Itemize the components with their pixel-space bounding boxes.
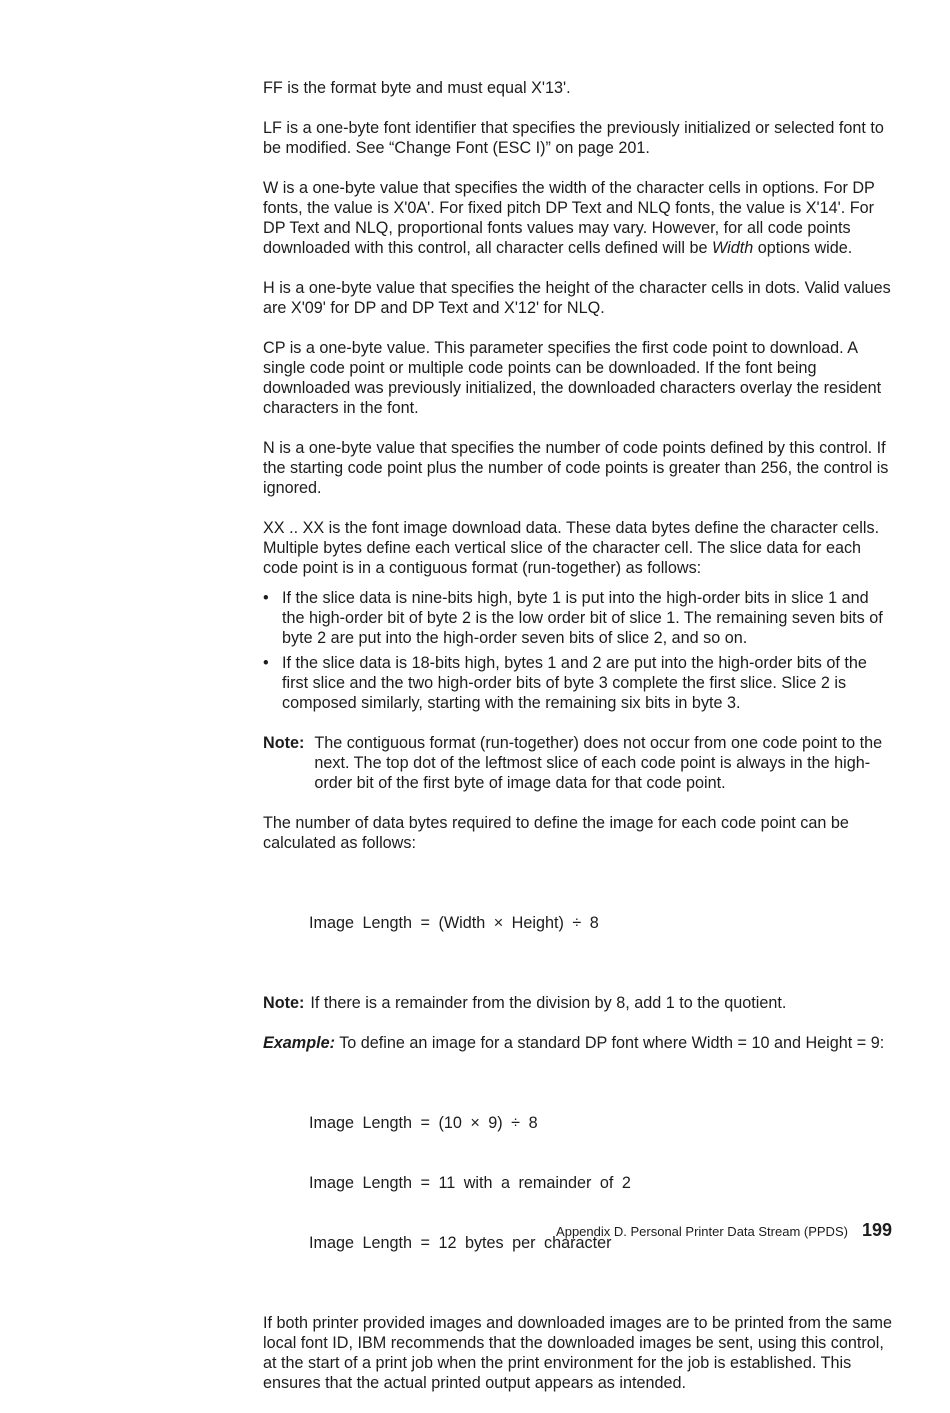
lf-paragraph: LF is a one-byte font identifier that specifies the previously initialized or selected font to be modified. See “Change Font (ESC I)” on page 201. — [263, 119, 884, 157]
list-item: • If the slice data is 18-bits high, bytes 1 and 2 are put into the high-order bits of the first slice and the two high-order bits of byte 3 complete the first slice. Slice 2 is composed similarly, starting with the remaining six bits in byte 3. — [263, 654, 867, 712]
cp-paragraph: CP is a one-byte value. This parameter specifies the first code point to download. A single code point or multiple code points can be downloaded. If the font being downloaded was previously initialized, the downloaded characters overlay the resident characters in the font. — [263, 339, 882, 417]
page-number: 199 — [861, 1220, 892, 1240]
example-label: Example: — [263, 1034, 335, 1052]
n-paragraph: N is a one-byte value that specifies the number of code points defined by this control. If the starting code point plus the number of code points is greater than 256, the control is ignored. — [263, 439, 889, 497]
h-paragraph: H is a one-byte value that specifies the height of the character cells in dots. Valid values are X'09' for DP and DP Text and X'12' for NLQ. — [263, 279, 891, 317]
note-contiguous — [263, 733, 895, 793]
calc-line: Image Length = 11 with a remainder of 2 — [309, 1174, 631, 1192]
note-remainder — [263, 993, 895, 1013]
bullet-icon: • — [263, 654, 269, 672]
calc-line: Image Length = (10 × 9) ÷ 8 — [309, 1114, 538, 1132]
example-calculation — [309, 1073, 895, 1293]
note-text: If there is a remainder from the division by 8, add 1 to the quotient. — [310, 994, 787, 1012]
example-text: To define an image for a standard DP font where Width = 10 and Height = 9: — [334, 1034, 885, 1052]
page-footer — [556, 1220, 892, 1242]
w-paragraph — [263, 178, 895, 258]
document-body — [263, 78, 895, 1413]
footer-title: Appendix D. Personal Printer Data Stream (PPDS) — [556, 1224, 848, 1239]
w-text-end: options wide. — [753, 239, 853, 257]
w-text: W is a one-byte value that specifies the width of the character cells in options. For DP fonts, the value is X'0A'. For fixed pitch DP Text and NLQ fonts, the value is X'14'. For DP Text and NLQ, proportional fonts values may vary. However, for all code points downloaded with this control, all character cells defined will be — [263, 179, 875, 257]
closing-paragraph: If both printer provided images and downloaded images are to be printed from the same local font ID, IBM recommends that the downloaded images be sent, using this control, at the start of a print job when the print environment for the job is established. This ensures that the actual printed output appears as intended. — [263, 1314, 892, 1392]
note-label: Note: — [263, 734, 305, 752]
slice-data-list — [263, 588, 895, 713]
bytes-required-paragraph: The number of data bytes required to define the image for each code point can be calculated as follows: — [263, 814, 849, 852]
xx-paragraph: XX .. XX is the font image download data. These data bytes define the character cells. Multiple bytes define each vertical slice of the character cell. The slice data for each code point is in a contiguous format (run-together) as follows: — [263, 519, 880, 577]
note-label: Note: — [263, 994, 305, 1012]
image-length-formula: Image Length = (Width × Height) ÷ 8 — [309, 914, 599, 932]
bullet-icon: • — [263, 589, 269, 607]
list-item: • If the slice data is nine-bits high, byte 1 is put into the high-order bits in slice 1 and the high-order bit of byte 2 is the low order bit of slice 1. The remaining seven bits of byte 2 are put into the high-order seven bits of slice 2, and so on. — [263, 589, 883, 647]
w-width-term: Width — [712, 239, 754, 257]
example-paragraph — [263, 1033, 895, 1053]
ff-paragraph: FF is the format byte and must equal X'13'. — [263, 79, 571, 97]
note-text: The contiguous format (run-together) does not occur from one code point to the next. The top dot of the leftmost slice of each code point is always in the high-order bit of the first byte of image data for that code point. — [314, 734, 883, 792]
calc-line: Image Length = 12 bytes per character — [309, 1234, 612, 1252]
